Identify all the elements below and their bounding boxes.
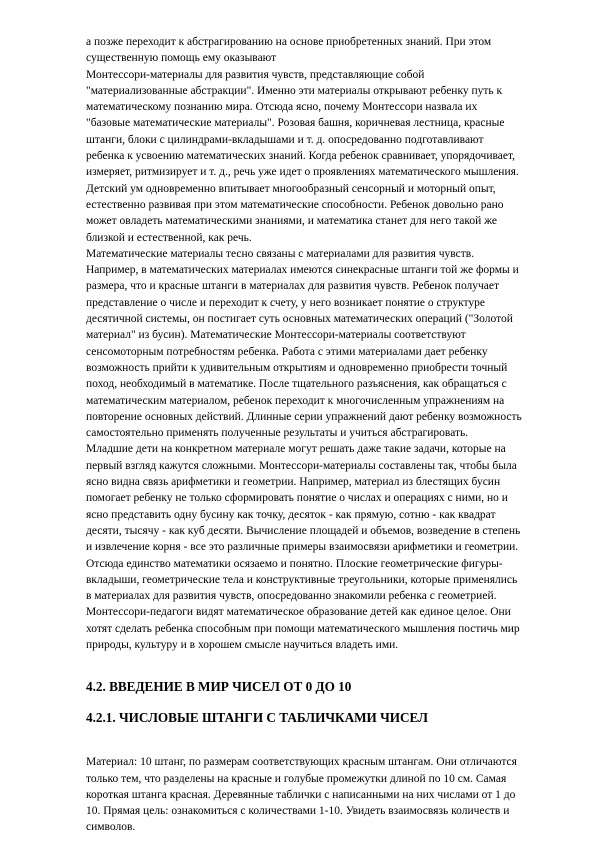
- section-heading: 4.2. ВВЕДЕНИЕ В МИР ЧИСЕЛ ОТ 0 ДО 10: [86, 679, 352, 695]
- paragraph-arithmetic-geometry: Младшие дети на конкретном материале могут решать даже такие задачи, которые на первый взгляд кажутся сложными. Монтессори-материалы составлены так, чтобы была ясно видна связь арифметики и геометрии. Например, материал из блестящих бусин помогает ребенку не только сформировать понятие о числах и операциях с ними, но и ясно представить одну бусину как точку, десяток - как прямую, сотню - как квадрат десяти, тысячу - как куб десяти. Вычисление площадей и объемов, возведение в степень и извлечение корня - все это различные примеры взаимосвязи арифметики и геометрии. Отсюда единство математики осязаемо и понятно. Плоские геометрические фигуры-вкладыши, геометрические тела и конструктивные треугольники, которые применялись в материалах для развития чувств, опосредованно знакомили ребенка с геометрией. Монтессори-педагоги видят математическое образование детей как единое целое. Они хотят сделать ребенка способным при помощи математического мышления постичь мир природы, культуру и в хорошем смысле научиться владеть ими.: [86, 443, 521, 651]
- document-page: [86, 34, 524, 836]
- paragraph-intro: а позже переходит к абстрагированию на основе приобретенных знаний. При этом существенную помощь ему оказывают: [86, 36, 492, 65]
- paragraph-sensory-materials: Монтессори-материалы для развития чувств, представляющие собой "материализованные абстракции". Именно эти материалы открывают ребенку путь к математическому познанию мира. Отсюда ясно, почему Монтессори назвала их "базовые математические материалы". Розовая башня, коричневая лестница, красные штанги, блоки с цилиндрами-вкладышами и т. д. опосредованно подготавливают ребенка к усвоению математических знаний. Когда ребенок сравнивает, упорядочивает, измеряет, ритмизирует и т. д., речь уже идет о проявлениях математического мышления. Детский ум одновременно впитывает многообразный сенсорный и моторный опыт, естественно развивая при этом математические способности. Ребенок довольно рано может овладеть математическими знаниями, и математика станет для него такой же близкой и естественной, как речь.: [86, 68, 519, 244]
- paragraph-material-description: Материал: 10 штанг, по размерам соответствующих красным штангам. Они отличаются только тем, что разделены на красные и голубые промежутки длиной по 10 см. Самая короткая штанга красная. Деревянные таблички с написанными на них числами от 1 до 10. Прямая цель: ознакомиться с количествами 1-10. Увидеть взаимосвязь количеств и символов.: [86, 756, 517, 834]
- paragraph-math-materials: Математические материалы тесно связаны с материалами для развития чувств. Например, в математических материалах имеются синекрасные штанги той же формы и размера, что и красные штанги в материалах для развития чувств. Ребенок получает представление о числе и переходит к счету, у него возникает понятие о структуре десятичной системы, он постигает суть основных математических операций ("Золотой материал" из бусин). Математические Монтессори-материалы соответствуют сенсомоторным потребностям ребенка. Работа с этими материалами дает ребенку возможность прийти к удивительным открытиям и одновременно приобрести точный поход, необходимый в математике. После тщательного разъяснения, как обращаться с математическим материалом, ребенок переходит к многочисленным упражнениям на повторение основных действий. Длинные серии упражнений дают ребенку возможность самостоятельно применять полученные результаты и учиться абстрагировать.: [86, 247, 522, 440]
- subsection-heading: 4.2.1. ЧИСЛОВЫЕ ШТАНГИ С ТАБЛИЧКАМИ ЧИСЕЛ: [86, 710, 428, 726]
